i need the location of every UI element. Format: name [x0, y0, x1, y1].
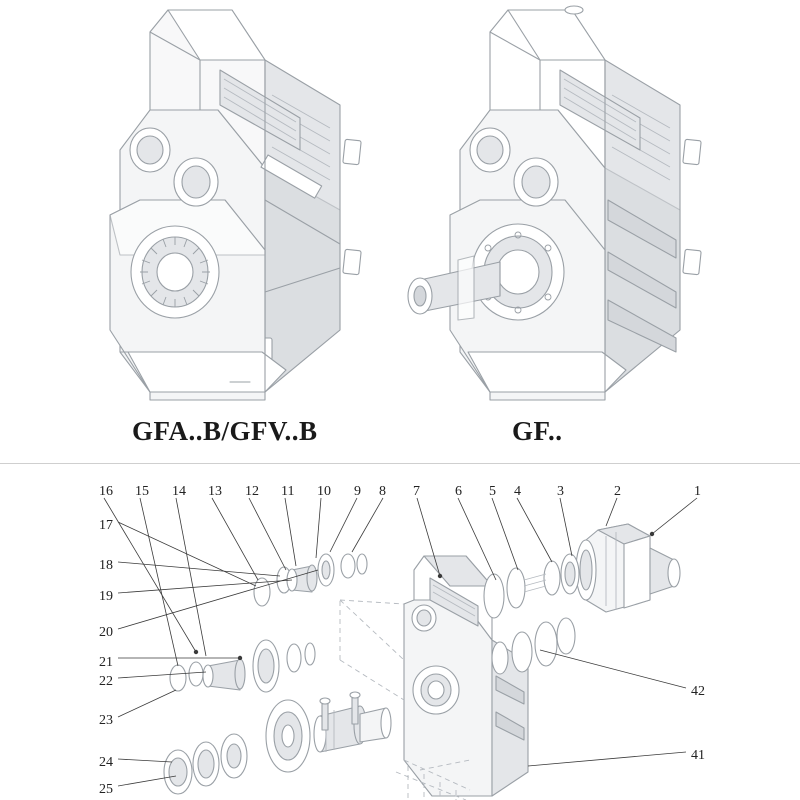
callout-top-16: 16: [99, 484, 113, 499]
gearbox-isometric-left: [110, 10, 361, 400]
callout-right-41: 41: [691, 748, 705, 763]
callout-top-12: 12: [245, 484, 259, 499]
callout-left-18: 18: [99, 558, 113, 573]
callout-top-4: 4: [514, 484, 521, 499]
callout-top-6: 6: [455, 484, 462, 499]
callout-top-13: 13: [208, 484, 222, 499]
callout-top-11: 11: [281, 484, 295, 499]
part-shaft-row-middle: [170, 640, 315, 692]
callout-top-3: 3: [557, 484, 564, 499]
gearbox-isometric-right: [408, 6, 701, 400]
callout-top-10: 10: [317, 484, 331, 499]
callout-right-42: 42: [691, 684, 705, 699]
section-divider: [0, 463, 800, 464]
exploded-view: [104, 498, 697, 800]
callout-left-24: 24: [99, 755, 113, 770]
callout-top-1: 1: [694, 484, 701, 499]
callout-top-9: 9: [354, 484, 361, 499]
callout-top-5: 5: [489, 484, 496, 499]
callout-left-21: 21: [99, 655, 113, 670]
callout-top-7: 7: [413, 484, 420, 499]
callout-top-14: 14: [172, 484, 186, 499]
callout-left-17: 17: [99, 518, 113, 533]
callout-left-22: 22: [99, 674, 113, 689]
callout-left-19: 19: [99, 589, 113, 604]
callout-top-15: 15: [135, 484, 149, 499]
part-shaft-row-upper: [254, 554, 367, 606]
part-rings-right: [484, 554, 579, 674]
part-motor-adapter: [576, 524, 680, 612]
leader-lines-right: [528, 650, 686, 766]
caption-gf: GF..: [512, 416, 563, 446]
callout-top-8: 8: [379, 484, 386, 499]
callout-left-25: 25: [99, 782, 113, 797]
caption-gfa-b-gfv-b: GFA..B/GFV..B: [132, 416, 318, 446]
callout-left-20: 20: [99, 625, 113, 640]
callout-top-2: 2: [614, 484, 621, 499]
callout-left-23: 23: [99, 713, 113, 728]
